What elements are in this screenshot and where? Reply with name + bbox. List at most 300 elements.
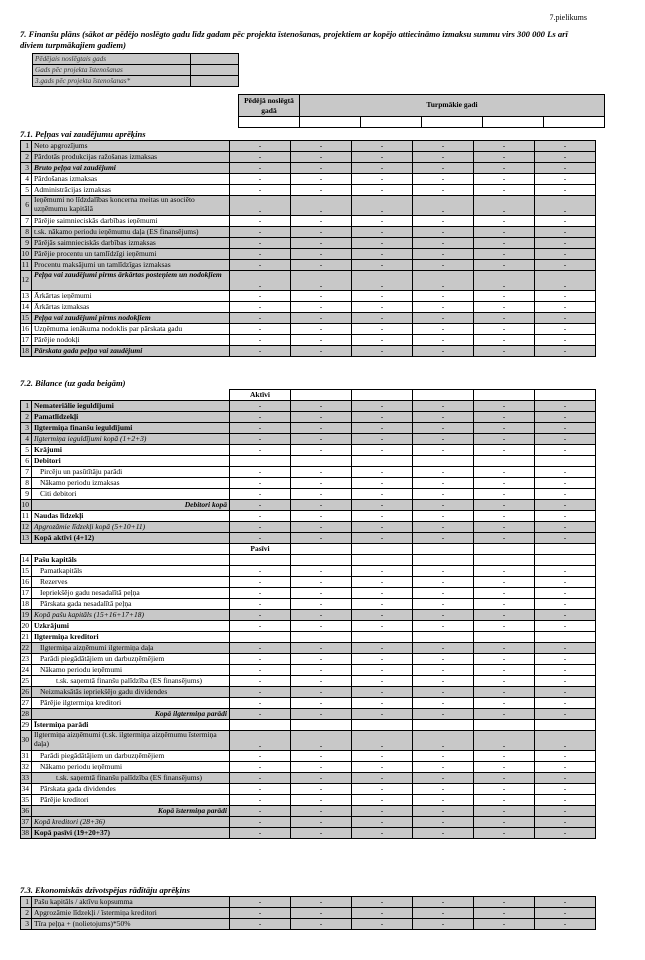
value-cell[interactable]: - [352,163,413,174]
value-cell[interactable]: - [413,185,474,196]
value-cell[interactable]: - [230,478,291,489]
value-cell[interactable]: - [474,908,535,919]
value-cell[interactable]: - [413,577,474,588]
value-cell[interactable]: - [291,434,352,445]
value-cell[interactable] [413,720,474,731]
value-cell[interactable]: - [230,335,291,346]
value-cell[interactable]: - [291,152,352,163]
value-cell[interactable]: - [474,919,535,930]
value-cell[interactable]: - [291,216,352,227]
value-cell[interactable]: - [352,698,413,709]
value-cell[interactable]: - [291,500,352,511]
value-cell[interactable]: - [413,784,474,795]
year-input[interactable] [191,65,239,76]
value-cell[interactable]: - [474,817,535,828]
value-cell[interactable]: - [474,599,535,610]
value-cell[interactable]: - [535,335,596,346]
value-cell[interactable]: - [291,522,352,533]
value-cell[interactable]: - [413,621,474,632]
value-cell[interactable]: - [352,478,413,489]
value-cell[interactable] [230,632,291,643]
value-cell[interactable]: - [413,828,474,839]
value-cell[interactable]: - [230,698,291,709]
value-cell[interactable]: - [291,412,352,423]
value-cell[interactable]: - [474,434,535,445]
value-cell[interactable]: - [352,897,413,908]
value-cell[interactable] [413,555,474,566]
value-cell[interactable]: - [291,665,352,676]
value-cell[interactable]: - [230,828,291,839]
value-cell[interactable]: - [291,806,352,817]
value-cell[interactable]: - [535,271,596,291]
value-cell[interactable]: - [291,919,352,930]
value-cell[interactable]: - [230,141,291,152]
value-cell[interactable]: - [535,174,596,185]
value-cell[interactable]: - [474,302,535,313]
value-cell[interactable]: - [413,174,474,185]
value-cell[interactable]: - [474,313,535,324]
value-cell[interactable] [413,456,474,467]
value-cell[interactable]: - [535,676,596,687]
value-cell[interactable]: - [352,676,413,687]
value-cell[interactable] [291,555,352,566]
value-cell[interactable]: - [535,806,596,817]
value-cell[interactable]: - [474,897,535,908]
value-cell[interactable]: - [352,271,413,291]
value-cell[interactable]: - [474,709,535,720]
value-cell[interactable]: - [535,401,596,412]
value-cell[interactable]: - [291,709,352,720]
value-cell[interactable]: - [291,621,352,632]
value-cell[interactable]: - [291,445,352,456]
value-cell[interactable]: - [230,271,291,291]
value-cell[interactable]: - [535,227,596,238]
value-cell[interactable] [352,632,413,643]
value-cell[interactable]: - [291,238,352,249]
value-cell[interactable]: - [352,533,413,544]
value-cell[interactable]: - [413,643,474,654]
value-cell[interactable]: - [413,897,474,908]
value-cell[interactable]: - [535,522,596,533]
value-cell[interactable]: - [474,533,535,544]
value-cell[interactable]: - [291,291,352,302]
value-cell[interactable]: - [291,324,352,335]
value-cell[interactable]: - [474,610,535,621]
value-cell[interactable]: - [230,423,291,434]
value-cell[interactable] [291,544,352,555]
value-cell[interactable]: - [474,346,535,357]
value-cell[interactable]: - [230,566,291,577]
value-cell[interactable]: - [230,806,291,817]
value-cell[interactable]: - [352,335,413,346]
value-cell[interactable]: - [230,908,291,919]
value-cell[interactable]: - [535,291,596,302]
value-cell[interactable] [352,390,413,401]
value-cell[interactable]: - [413,588,474,599]
value-cell[interactable]: - [413,401,474,412]
value-cell[interactable]: - [291,817,352,828]
value-cell[interactable] [535,555,596,566]
value-cell[interactable]: - [413,511,474,522]
value-cell[interactable]: - [352,919,413,930]
year-cell[interactable] [300,117,361,128]
value-cell[interactable]: - [535,588,596,599]
value-cell[interactable]: - [474,163,535,174]
value-cell[interactable] [291,720,352,731]
value-cell[interactable]: - [291,401,352,412]
value-cell[interactable]: - [413,196,474,216]
value-cell[interactable]: - [413,324,474,335]
value-cell[interactable]: - [413,478,474,489]
value-cell[interactable]: - [535,533,596,544]
value-cell[interactable]: - [291,489,352,500]
value-cell[interactable]: - [352,412,413,423]
value-cell[interactable]: - [291,577,352,588]
value-cell[interactable] [413,544,474,555]
value-cell[interactable]: - [230,291,291,302]
value-cell[interactable]: - [535,302,596,313]
value-cell[interactable]: - [535,489,596,500]
value-cell[interactable]: - [413,335,474,346]
value-cell[interactable] [291,632,352,643]
value-cell[interactable]: - [413,817,474,828]
value-cell[interactable]: - [413,751,474,762]
value-cell[interactable]: - [230,313,291,324]
value-cell[interactable]: - [474,152,535,163]
value-cell[interactable]: - [230,654,291,665]
value-cell[interactable]: - [352,291,413,302]
value-cell[interactable]: - [535,313,596,324]
value-cell[interactable]: - [474,216,535,227]
year-cell[interactable] [422,117,483,128]
value-cell[interactable]: - [352,511,413,522]
value-cell[interactable]: - [352,599,413,610]
value-cell[interactable]: - [474,249,535,260]
value-cell[interactable]: - [352,828,413,839]
value-cell[interactable]: - [535,698,596,709]
value-cell[interactable]: - [413,346,474,357]
value-cell[interactable]: - [474,412,535,423]
value-cell[interactable]: - [535,324,596,335]
value-cell[interactable] [230,456,291,467]
value-cell[interactable]: - [413,163,474,174]
value-cell[interactable]: - [413,610,474,621]
value-cell[interactable]: - [291,687,352,698]
value-cell[interactable]: - [535,163,596,174]
value-cell[interactable]: - [535,152,596,163]
value-cell[interactable]: - [413,313,474,324]
value-cell[interactable]: - [291,423,352,434]
value-cell[interactable]: - [474,500,535,511]
value-cell[interactable]: - [291,588,352,599]
value-cell[interactable]: - [291,249,352,260]
value-cell[interactable]: - [474,588,535,599]
value-cell[interactable]: - [413,806,474,817]
value-cell[interactable]: - [535,828,596,839]
value-cell[interactable]: - [230,467,291,478]
value-cell[interactable]: - [474,687,535,698]
value-cell[interactable]: - [474,654,535,665]
year-cell[interactable] [544,117,605,128]
value-cell[interactable]: - [291,302,352,313]
value-cell[interactable]: - [474,423,535,434]
value-cell[interactable] [230,555,291,566]
value-cell[interactable]: - [230,346,291,357]
value-cell[interactable]: - [291,478,352,489]
value-cell[interactable]: - [474,665,535,676]
value-cell[interactable]: - [474,511,535,522]
value-cell[interactable]: - [474,291,535,302]
value-cell[interactable]: - [352,346,413,357]
value-cell[interactable]: - [474,828,535,839]
value-cell[interactable]: - [474,676,535,687]
value-cell[interactable]: - [352,489,413,500]
value-cell[interactable]: - [230,227,291,238]
value-cell[interactable]: - [352,566,413,577]
value-cell[interactable]: - [413,445,474,456]
value-cell[interactable]: - [352,260,413,271]
value-cell[interactable]: - [352,174,413,185]
value-cell[interactable]: - [413,709,474,720]
value-cell[interactable]: - [535,687,596,698]
value-cell[interactable]: - [413,676,474,687]
year-input[interactable] [191,54,239,65]
value-cell[interactable]: - [291,185,352,196]
value-cell[interactable]: - [291,908,352,919]
value-cell[interactable]: - [291,511,352,522]
value-cell[interactable]: - [535,643,596,654]
value-cell[interactable]: - [291,141,352,152]
value-cell[interactable]: - [413,599,474,610]
value-cell[interactable]: - [291,335,352,346]
value-cell[interactable] [291,456,352,467]
value-cell[interactable]: - [230,522,291,533]
value-cell[interactable]: - [230,919,291,930]
value-cell[interactable]: - [291,174,352,185]
value-cell[interactable]: - [535,216,596,227]
value-cell[interactable]: - [230,665,291,676]
value-cell[interactable]: - [413,434,474,445]
value-cell[interactable]: - [230,897,291,908]
value-cell[interactable]: - [291,654,352,665]
value-cell[interactable]: - [474,643,535,654]
value-cell[interactable]: - [474,795,535,806]
value-cell[interactable]: - [230,817,291,828]
value-cell[interactable]: - [291,467,352,478]
value-cell[interactable]: - [230,511,291,522]
value-cell[interactable]: - [535,731,596,751]
value-cell[interactable]: - [535,817,596,828]
value-cell[interactable]: - [352,238,413,249]
value-cell[interactable]: - [230,773,291,784]
value-cell[interactable]: - [352,500,413,511]
value-cell[interactable]: - [291,196,352,216]
value-cell[interactable]: - [413,522,474,533]
value-cell[interactable]: - [413,271,474,291]
value-cell[interactable]: - [535,897,596,908]
value-cell[interactable]: - [474,196,535,216]
value-cell[interactable]: - [535,709,596,720]
value-cell[interactable]: - [413,141,474,152]
value-cell[interactable]: - [535,621,596,632]
value-cell[interactable]: - [413,302,474,313]
value-cell[interactable]: - [413,687,474,698]
value-cell[interactable]: - [230,784,291,795]
value-cell[interactable] [413,632,474,643]
value-cell[interactable]: - [474,445,535,456]
value-cell[interactable] [535,544,596,555]
value-cell[interactable]: - [352,621,413,632]
value-cell[interactable]: - [230,621,291,632]
value-cell[interactable]: - [413,467,474,478]
value-cell[interactable]: - [352,324,413,335]
value-cell[interactable]: - [352,185,413,196]
value-cell[interactable]: - [352,773,413,784]
value-cell[interactable]: - [230,610,291,621]
value-cell[interactable]: - [535,908,596,919]
value-cell[interactable]: - [291,643,352,654]
value-cell[interactable]: - [230,588,291,599]
value-cell[interactable]: - [230,643,291,654]
value-cell[interactable]: - [413,731,474,751]
value-cell[interactable]: - [474,751,535,762]
value-cell[interactable]: - [474,335,535,346]
value-cell[interactable]: - [413,698,474,709]
value-cell[interactable]: - [230,731,291,751]
value-cell[interactable]: - [352,751,413,762]
value-cell[interactable] [474,456,535,467]
value-cell[interactable]: - [535,773,596,784]
value-cell[interactable]: - [535,919,596,930]
value-cell[interactable]: - [413,152,474,163]
value-cell[interactable]: - [413,291,474,302]
value-cell[interactable]: - [535,412,596,423]
value-cell[interactable]: - [230,324,291,335]
value-cell[interactable]: - [352,302,413,313]
value-cell[interactable]: - [230,260,291,271]
value-cell[interactable]: - [535,784,596,795]
value-cell[interactable]: - [230,249,291,260]
value-cell[interactable] [535,720,596,731]
value-cell[interactable]: - [535,249,596,260]
value-cell[interactable]: - [474,174,535,185]
value-cell[interactable]: - [413,795,474,806]
value-cell[interactable] [352,720,413,731]
value-cell[interactable]: - [291,676,352,687]
value-cell[interactable]: - [291,163,352,174]
value-cell[interactable]: - [230,599,291,610]
value-cell[interactable]: - [413,238,474,249]
value-cell[interactable]: - [535,599,596,610]
value-cell[interactable]: - [352,522,413,533]
value-cell[interactable]: - [535,434,596,445]
value-cell[interactable]: - [474,522,535,533]
value-cell[interactable]: - [474,773,535,784]
value-cell[interactable]: - [230,163,291,174]
value-cell[interactable]: - [535,141,596,152]
value-cell[interactable] [352,456,413,467]
value-cell[interactable]: - [474,784,535,795]
value-cell[interactable]: - [474,621,535,632]
value-cell[interactable]: - [535,185,596,196]
value-cell[interactable]: - [291,313,352,324]
value-cell[interactable]: - [413,533,474,544]
value-cell[interactable]: - [474,227,535,238]
value-cell[interactable] [535,456,596,467]
value-cell[interactable]: - [291,227,352,238]
value-cell[interactable]: - [535,260,596,271]
value-cell[interactable]: - [291,260,352,271]
value-cell[interactable]: - [352,313,413,324]
value-cell[interactable]: - [291,610,352,621]
value-cell[interactable]: - [352,434,413,445]
value-cell[interactable]: - [535,795,596,806]
value-cell[interactable] [413,390,474,401]
value-cell[interactable] [352,555,413,566]
value-cell[interactable]: - [230,412,291,423]
value-cell[interactable]: - [413,227,474,238]
value-cell[interactable]: - [413,412,474,423]
value-cell[interactable]: - [352,467,413,478]
value-cell[interactable]: - [535,762,596,773]
value-cell[interactable]: - [230,152,291,163]
value-cell[interactable]: - [474,141,535,152]
value-cell[interactable]: - [291,828,352,839]
value-cell[interactable]: - [352,709,413,720]
value-cell[interactable]: - [352,227,413,238]
value-cell[interactable]: - [352,196,413,216]
value-cell[interactable]: - [230,174,291,185]
value-cell[interactable]: - [230,795,291,806]
value-cell[interactable]: - [474,489,535,500]
value-cell[interactable]: - [230,676,291,687]
value-cell[interactable]: - [352,445,413,456]
value-cell[interactable]: - [352,610,413,621]
value-cell[interactable]: - [291,897,352,908]
value-cell[interactable]: - [230,445,291,456]
value-cell[interactable]: - [291,784,352,795]
year-cell[interactable] [361,117,422,128]
value-cell[interactable]: - [352,249,413,260]
value-cell[interactable] [474,632,535,643]
value-cell[interactable]: - [352,687,413,698]
value-cell[interactable]: - [474,401,535,412]
value-cell[interactable]: - [535,751,596,762]
value-cell[interactable]: - [535,654,596,665]
value-cell[interactable]: - [352,817,413,828]
value-cell[interactable]: - [352,216,413,227]
value-cell[interactable]: - [230,401,291,412]
value-cell[interactable]: - [474,467,535,478]
value-cell[interactable] [535,632,596,643]
value-cell[interactable]: - [474,806,535,817]
value-cell[interactable]: - [535,511,596,522]
value-cell[interactable]: - [535,238,596,249]
value-cell[interactable]: - [291,731,352,751]
value-cell[interactable]: - [291,346,352,357]
value-cell[interactable]: - [352,731,413,751]
value-cell[interactable]: - [230,577,291,588]
value-cell[interactable]: - [535,665,596,676]
value-cell[interactable]: - [230,238,291,249]
value-cell[interactable]: - [352,401,413,412]
value-cell[interactable]: - [352,665,413,676]
value-cell[interactable]: - [230,709,291,720]
value-cell[interactable]: - [230,185,291,196]
value-cell[interactable]: - [291,271,352,291]
value-cell[interactable]: - [413,489,474,500]
value-cell[interactable]: - [535,478,596,489]
